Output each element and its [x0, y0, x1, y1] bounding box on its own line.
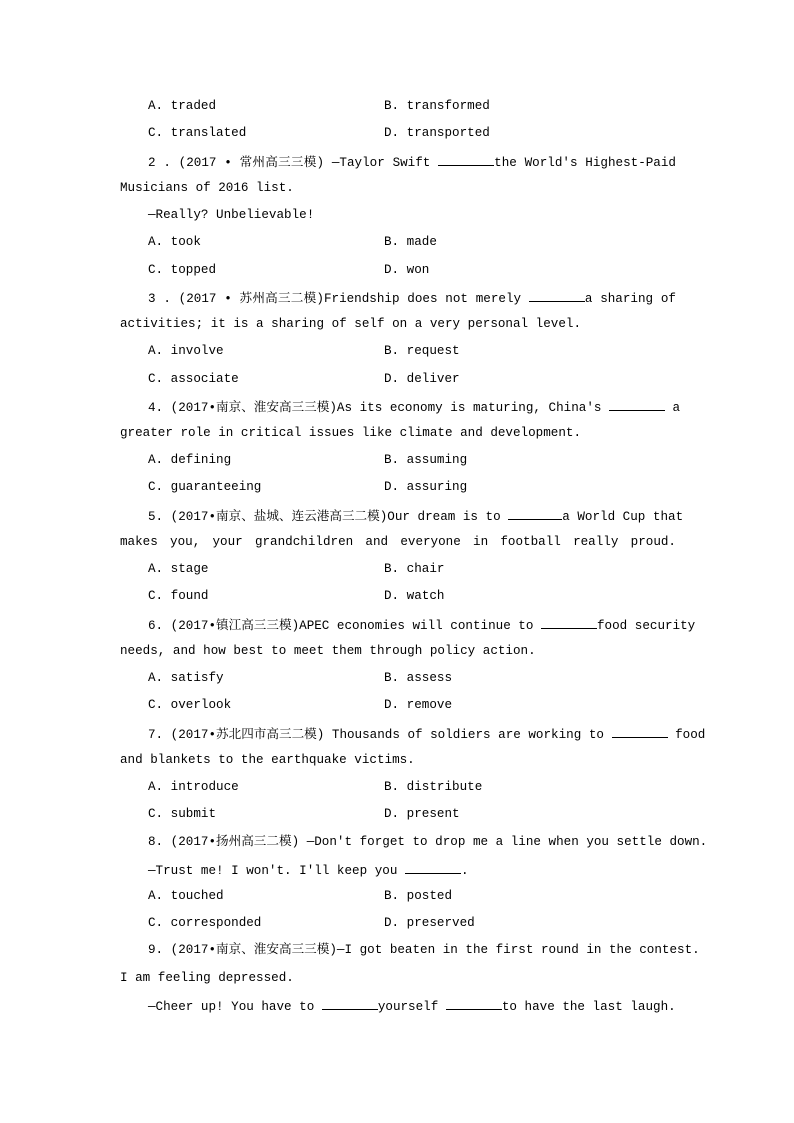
q6-option-b: B. assess	[384, 671, 453, 685]
q7-option-c: C. submit	[148, 807, 217, 821]
q3-option-c: C. associate	[148, 372, 239, 386]
q8-option-a: A. touched	[148, 889, 224, 903]
q3-stem-line1	[148, 289, 676, 307]
q3-stem-suffix: a sharing of	[584, 292, 676, 306]
q4-option-b: B. assuming	[384, 453, 468, 467]
q7-stem-suffix: food	[667, 728, 706, 742]
q6-stem-line2: needs, and how best to meet them through policy action.	[120, 644, 536, 658]
q1-option-d: D. transported	[384, 126, 490, 140]
q8-reply	[148, 861, 469, 879]
q5-option-c: C. found	[148, 589, 209, 603]
q5-option-b: B. chair	[384, 562, 445, 576]
q7-answer-blank[interactable]	[612, 725, 668, 738]
q8-reply-suffix: .	[460, 864, 469, 878]
q2-option-d: D. won	[384, 263, 430, 277]
q6-answer-blank[interactable]	[541, 616, 597, 629]
q4-option-d: D. assuring	[384, 480, 468, 494]
q6-stem-suffix: food security	[596, 619, 696, 633]
q3-option-b: B. request	[384, 344, 460, 358]
q2-option-a: A. took	[148, 235, 201, 249]
q7-stem-line2: and blankets to the earthquake victims.	[120, 753, 415, 767]
q2-stem-line1	[148, 153, 676, 171]
q6-stem-prefix: 6. (2017•镇江高三三模)APEC economies will continue to	[148, 619, 541, 633]
q9-answer-blank-2[interactable]	[446, 997, 502, 1010]
q9-stem-line2: I am feeling depressed.	[120, 971, 294, 985]
q8-option-c: C. corresponded	[148, 916, 262, 930]
q6-stem-line1	[148, 616, 696, 634]
q8-reply-prefix: —Trust me! I won't. I'll keep you	[148, 864, 405, 878]
q5-stem-line2: makes you, your grandchildren and everyone in football really proud.	[120, 535, 676, 549]
q2-answer-blank[interactable]	[438, 153, 494, 166]
q4-stem-suffix: a	[665, 401, 681, 415]
q5-stem-suffix: a World Cup that	[562, 510, 684, 524]
q2-option-b: B. made	[384, 235, 437, 249]
q6-option-c: C. overlook	[148, 698, 232, 712]
q7-option-a: A. introduce	[148, 780, 239, 794]
q4-stem-line2: greater role in critical issues like climate and development.	[120, 426, 582, 440]
q2-stem-prefix: 2 . (2017 • 常州高三三模) —Taylor Swift	[148, 156, 439, 170]
q9-reply	[148, 997, 676, 1015]
q4-answer-blank[interactable]	[609, 398, 665, 411]
q3-stem-prefix: 3 . (2017 • 苏州高三二模)Friendship does not merely	[148, 292, 529, 306]
q3-option-d: D. deliver	[384, 372, 460, 386]
q8-option-b: B. posted	[384, 889, 453, 903]
q9-reply-suffix: to have the last laugh.	[501, 1000, 676, 1014]
q6-option-a: A. satisfy	[148, 671, 224, 685]
q9-stem-line1: 9. (2017•南京、淮安高三三模)—I got beaten in the first round in the contest.	[148, 943, 700, 957]
q9-reply-middle: yourself	[377, 1000, 446, 1014]
q5-option-a: A. stage	[148, 562, 209, 576]
q5-stem-prefix: 5. (2017•南京、盐城、连云港高三二模)Our dream is to	[148, 510, 509, 524]
q8-option-d: D. preserved	[384, 916, 475, 930]
q3-option-a: A. involve	[148, 344, 224, 358]
q2-reply: —Really? Unbelievable!	[148, 208, 315, 222]
q3-stem-line2: activities; it is a sharing of self on a very personal level.	[120, 317, 582, 331]
q7-option-d: D. present	[384, 807, 460, 821]
q1-option-a: A. traded	[148, 99, 217, 113]
q9-reply-prefix: —Cheer up! You have to	[148, 1000, 322, 1014]
q2-option-c: C. topped	[148, 263, 217, 277]
q7-stem-prefix: 7. (2017•苏北四市高三二模) Thousands of soldiers are working to	[148, 728, 612, 742]
q2-stem-line2: Musicians of 2016 list.	[120, 181, 294, 195]
q2-stem-suffix: the World's Highest-Paid	[494, 156, 676, 170]
q4-option-a: A. defining	[148, 453, 232, 467]
q7-option-b: B. distribute	[384, 780, 483, 794]
q5-stem-line1	[148, 507, 684, 525]
q7-stem-line1	[148, 725, 706, 743]
q4-option-c: C. guaranteeing	[148, 480, 262, 494]
q9-answer-blank-1[interactable]	[322, 997, 378, 1010]
q4-stem-prefix: 4. (2017•南京、淮安高三三模)As its economy is maturing, China's	[148, 401, 609, 415]
q5-option-d: D. watch	[384, 589, 445, 603]
q5-answer-blank[interactable]	[508, 507, 562, 520]
q6-option-d: D. remove	[384, 698, 453, 712]
q3-answer-blank[interactable]	[529, 289, 585, 302]
q8-stem-line1: 8. (2017•扬州高三二模) —Don't forget to drop me a line when you settle down.	[148, 835, 708, 849]
q1-option-c: C. translated	[148, 126, 247, 140]
q1-option-b: B. transformed	[384, 99, 490, 113]
q4-stem-line1	[148, 398, 681, 416]
q8-answer-blank[interactable]	[405, 861, 461, 874]
